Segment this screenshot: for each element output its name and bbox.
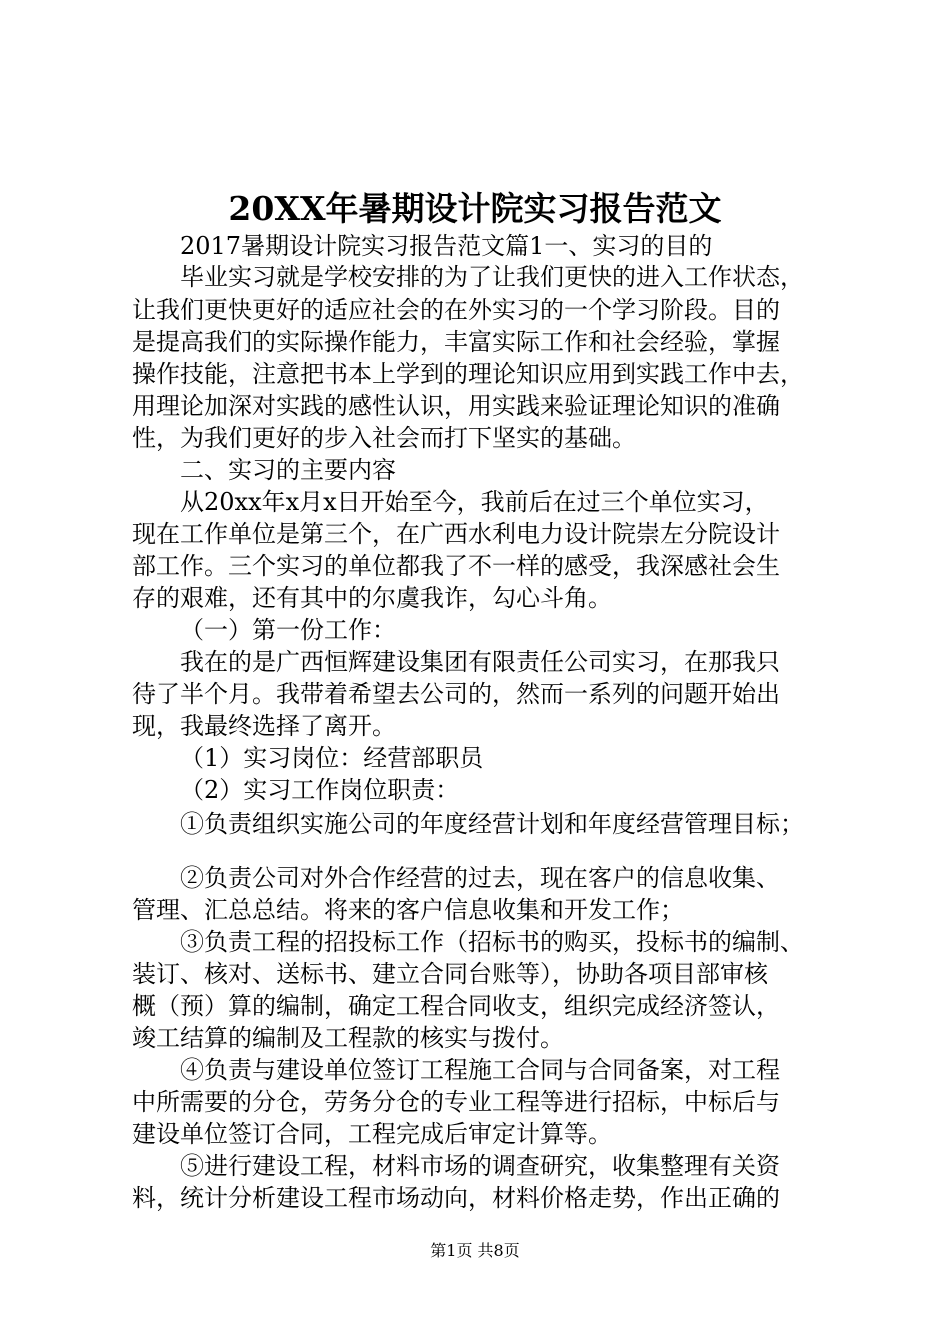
body-line: ①负责组织实施公司的年度经营计划和年度经营管理目标； <box>180 810 804 838</box>
body-line: （2）实习工作岗位职责： <box>180 776 460 804</box>
body-line: （一）第一份工作： <box>180 616 396 644</box>
body-line: 毕业实习就是学校安排的为了让我们更快的进入工作状态， <box>180 263 804 291</box>
body-line: 中所需要的分仓，劳务分仓的专业工程等进行招标，中标后与 <box>132 1088 780 1116</box>
body-line: 用理论加深对实践的感性认识，用实践来验证理论知识的准确 <box>132 392 780 420</box>
body-line: 2017暑期设计院实习报告范文篇1一、实习的目的 <box>180 232 713 260</box>
document-title: 20XX年暑期设计院实习报告范文 <box>228 189 722 228</box>
body-line: 二、实习的主要内容 <box>180 456 396 484</box>
body-line: 装订、核对、送标书、建立合同台账等），协助各项目部审核 <box>132 960 768 988</box>
page-footer: 第1页 共8页 <box>430 1241 520 1260</box>
body-line: 部工作。三个实习的单位都我了不一样的感受，我深感社会生 <box>132 552 780 580</box>
body-line: 存的艰难，还有其中的尔虞我诈，勾心斗角。 <box>132 584 612 612</box>
body-line: 我在的是广西恒辉建设集团有限责任公司实习，在那我只 <box>180 648 780 676</box>
body-line: ②负责公司对外合作经营的过去，现在客户的信息收集、 <box>180 864 780 892</box>
body-line: 让我们更快更好的适应社会的在外实习的一个学习阶段。目的 <box>132 296 780 324</box>
body-line: 竣工结算的编制及工程款的核实与拨付。 <box>132 1024 564 1052</box>
body-line: （1）实习岗位：经营部职员 <box>180 744 484 772</box>
body-line: ⑤进行建设工程，材料市场的调查研究，收集整理有关资 <box>180 1152 780 1180</box>
body-line: ④负责与建设单位签订工程施工合同与合同备案，对工程 <box>180 1056 780 1084</box>
body-line: ③负责工程的招投标工作（招标书的购买，投标书的编制、 <box>180 928 804 956</box>
body-line: 性，为我们更好的步入社会而打下坚实的基础。 <box>132 424 636 452</box>
body-line: 料，统计分析建设工程市场动向，材料价格走势，作出正确的 <box>132 1184 780 1212</box>
body-line: 建设单位签订合同，工程完成后审定计算等。 <box>132 1120 612 1148</box>
body-line: 概（预）算的编制，确定工程合同收支，组织完成经济签认， <box>132 992 780 1020</box>
body-line: 管理、汇总总结。将来的客户信息收集和开发工作； <box>132 896 684 924</box>
body-line: 现在工作单位是第三个，在广西水利电力设计院崇左分院设计 <box>132 520 780 548</box>
body-line: 是提高我们的实际操作能力，丰富实际工作和社会经验，掌握 <box>132 328 780 356</box>
body-line: 操作技能，注意把书本上学到的理论知识应用到实践工作中去， <box>132 360 804 388</box>
body-line: 待了半个月。我带着希望去公司的，然而一系列的问题开始出 <box>132 680 780 708</box>
body-line: 从20xx年x月x日开始至今，我前后在过三个单位实习， <box>180 488 769 516</box>
body-line: 现，我最终选择了离开。 <box>132 712 396 740</box>
